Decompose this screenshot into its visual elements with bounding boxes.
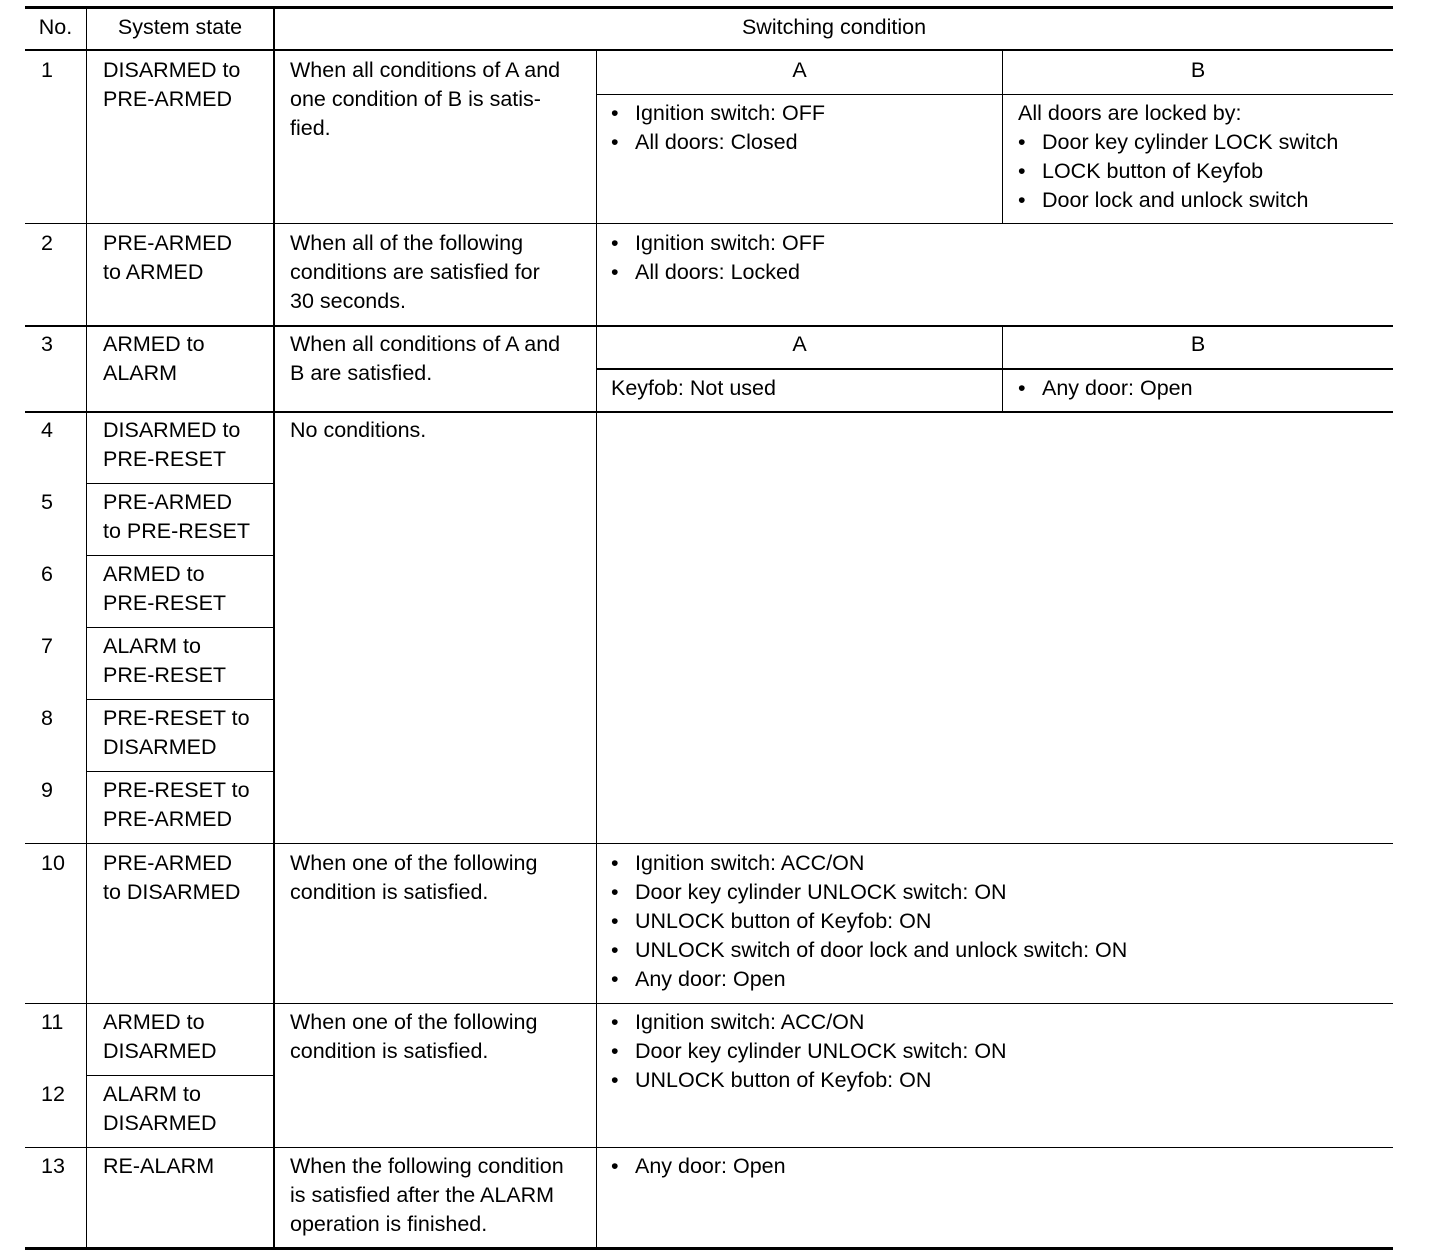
row7-no: 7 xyxy=(41,634,53,658)
row1-a-header: A xyxy=(792,58,807,82)
row6-no: 6 xyxy=(41,562,53,586)
row7-bottom-border xyxy=(87,699,275,700)
row3-condition: When all conditions of A and B are satisfied. xyxy=(290,332,561,385)
row5-state: PRE-ARMED to PRE-RESET xyxy=(103,490,250,543)
row6-state: ARMED to PRE-RESET xyxy=(103,562,227,615)
row3-a-text: Keyfob: Not used xyxy=(611,376,776,400)
row4-state: DISARMED to PRE-RESET xyxy=(103,418,241,471)
row7-state: ALARM to PRE-RESET xyxy=(103,634,227,687)
list-item: • Ignition switch: OFF xyxy=(611,101,825,125)
row8-no: 8 xyxy=(41,706,53,730)
row10-bottom-border xyxy=(25,1003,1393,1004)
list-item: • Door key cylinder LOCK switch xyxy=(1018,130,1339,154)
row12-state: ALARM to DISARMED xyxy=(103,1082,217,1135)
row2-bottom-border xyxy=(25,325,1393,327)
row4-bottom-border xyxy=(87,483,275,484)
list-item: • All doors: Locked xyxy=(611,260,800,284)
row13-condition: When the following condition is satisfied after the ALARM operation is finished. xyxy=(290,1154,564,1236)
row12-no: 12 xyxy=(41,1082,65,1106)
row9-no: 9 xyxy=(41,778,53,802)
row5-bottom-border xyxy=(87,555,275,556)
row1-bottom-border xyxy=(25,223,1393,224)
row3-b-header: B xyxy=(1190,332,1206,356)
list-item: • UNLOCK switch of door lock and unlock switch: ON xyxy=(611,938,1128,962)
row3-bottom-border xyxy=(25,411,1393,413)
row10-state: PRE-ARMED to DISARMED xyxy=(103,851,241,904)
row1-state: DISARMED to PRE-ARMED xyxy=(103,58,241,111)
list-item: • All doors: Closed xyxy=(611,130,798,154)
list-item: • UNLOCK button of Keyfob: ON xyxy=(611,909,932,933)
col-divider-cond xyxy=(596,49,597,1250)
row1-b-header: B xyxy=(1190,58,1206,82)
row11-state: ARMED to DISARMED xyxy=(103,1010,217,1063)
list-item: • Ignition switch: ACC/ON xyxy=(611,1010,865,1034)
list-item: • Ignition switch: OFF xyxy=(611,231,825,255)
list-item: • Any door: Open xyxy=(611,967,786,991)
row10-condition: When one of the following condition is satisfied. xyxy=(290,851,538,904)
header-switching-condition: Switching condition xyxy=(741,15,927,39)
row13-list xyxy=(611,1152,786,1181)
r1-subheader-line xyxy=(596,94,1393,95)
col-divider-state xyxy=(273,6,275,1250)
header-bottom-border xyxy=(25,49,1393,51)
row5-no: 5 xyxy=(41,490,53,514)
row8-state: PRE-RESET to DISARMED xyxy=(103,706,250,759)
r3-subheader-line xyxy=(596,368,1393,370)
list-item: • Door key cylinder UNLOCK switch: ON xyxy=(611,1039,1007,1063)
row13-state: RE-ALARM xyxy=(103,1154,215,1178)
table-bottom-border xyxy=(25,1247,1393,1250)
row2-condition: When all of the following conditions are satisfied for 30 seconds. xyxy=(290,231,540,313)
rows11-12-list xyxy=(611,1008,1007,1095)
row1-b-intro: All doors are locked by: xyxy=(1018,101,1242,125)
row9-bottom-border xyxy=(25,843,1393,844)
table-top-border xyxy=(25,6,1393,9)
list-item: • Any door: Open xyxy=(611,1154,786,1178)
list-item: • Ignition switch: ACC/ON xyxy=(611,851,865,875)
row1-condition: When all conditions of A and one condition of B is satis- fied. xyxy=(290,58,561,140)
row2-list xyxy=(611,229,825,287)
col-divider-no xyxy=(86,6,87,1250)
row1-a-list xyxy=(611,99,825,157)
row1-no: 1 xyxy=(41,58,53,82)
rows4-9-condition: No conditions. xyxy=(290,418,427,442)
row9-state: PRE-RESET to PRE-ARMED xyxy=(103,778,250,831)
row12-bottom-border xyxy=(25,1147,1393,1148)
list-item: • Any door: Open xyxy=(1018,376,1193,400)
row13-no: 13 xyxy=(41,1154,65,1178)
row6-bottom-border xyxy=(87,627,275,628)
list-item: • Door lock and unlock switch xyxy=(1018,188,1309,212)
row1-b-list xyxy=(1018,99,1338,215)
row3-b-list xyxy=(1018,374,1193,403)
row3-no: 3 xyxy=(41,332,53,356)
row10-no: 10 xyxy=(41,851,65,875)
header-system-state: System state xyxy=(117,15,243,39)
row11-bottom-border xyxy=(87,1075,275,1076)
list-item: • Door key cylinder UNLOCK switch: ON xyxy=(611,880,1007,904)
row2-no: 2 xyxy=(41,231,53,255)
row10-list xyxy=(611,849,1127,994)
rows11-12-condition: When one of the following condition is satisfied. xyxy=(290,1010,538,1063)
list-item: • LOCK button of Keyfob xyxy=(1018,159,1264,183)
row3-a-header: A xyxy=(792,332,807,356)
header-no: No. xyxy=(38,15,73,39)
row2-state: PRE-ARMED to ARMED xyxy=(103,231,233,284)
row8-bottom-border xyxy=(87,771,275,772)
row3-state: ARMED to ALARM xyxy=(103,332,205,385)
row11-no: 11 xyxy=(41,1010,64,1034)
row4-no: 4 xyxy=(41,418,53,442)
list-item: • UNLOCK button of Keyfob: ON xyxy=(611,1068,932,1092)
